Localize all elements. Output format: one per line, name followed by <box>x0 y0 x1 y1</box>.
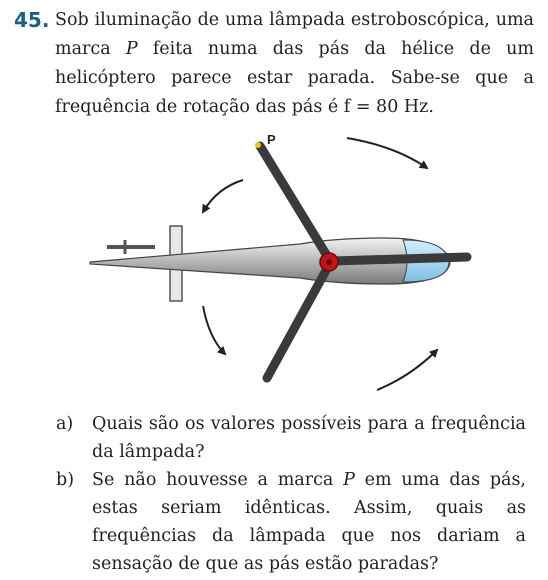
problem-number: 45. <box>14 8 50 32</box>
rotor-blade-front <box>333 257 467 261</box>
question-b-text-1: Se não houvesse a marca <box>92 470 344 490</box>
rotation-arrow-top-right <box>347 138 427 168</box>
question-b-letter: b) <box>56 470 75 490</box>
statement-text-1: Sob iluminação de uma lâmpada estroboscópica, uma marca <box>55 10 534 59</box>
blade-marker <box>255 142 261 148</box>
rotation-arrow-top-left <box>203 180 243 212</box>
question-b-text-2: em uma das pás, estas seriam idênticas. Assim, quais as frequências da lâmpada que nos dariam a sensação de que as pás estão paradas? <box>92 470 526 574</box>
rotation-arrow-bottom-right <box>377 350 437 390</box>
question-b-mark-variable: P <box>343 470 355 490</box>
rotation-arrow-bottom-left <box>203 306 225 354</box>
helicopter-figure <box>85 128 475 400</box>
rotor-blade-back-upper <box>260 146 329 259</box>
problem-statement <box>55 6 534 122</box>
rotor-hub-center <box>326 259 332 265</box>
question-a-letter: a) <box>56 414 74 434</box>
question-b <box>56 466 526 578</box>
statement-text-2: feita numa das pás da hélice de um helicóptero parece estar parada. Sabe-se que a frequência de rotação das pás é f = 80 Hz. <box>55 39 534 117</box>
statement-mark-variable: P <box>125 39 138 59</box>
question-a-text: Quais são os valores possíveis para a frequência da lâmpada? <box>92 414 526 462</box>
figure-label-p: P <box>267 132 276 147</box>
rotor-blade-back-lower <box>267 265 329 378</box>
questions-list <box>56 410 526 578</box>
question-a <box>56 410 526 466</box>
problem-45 <box>14 6 534 122</box>
